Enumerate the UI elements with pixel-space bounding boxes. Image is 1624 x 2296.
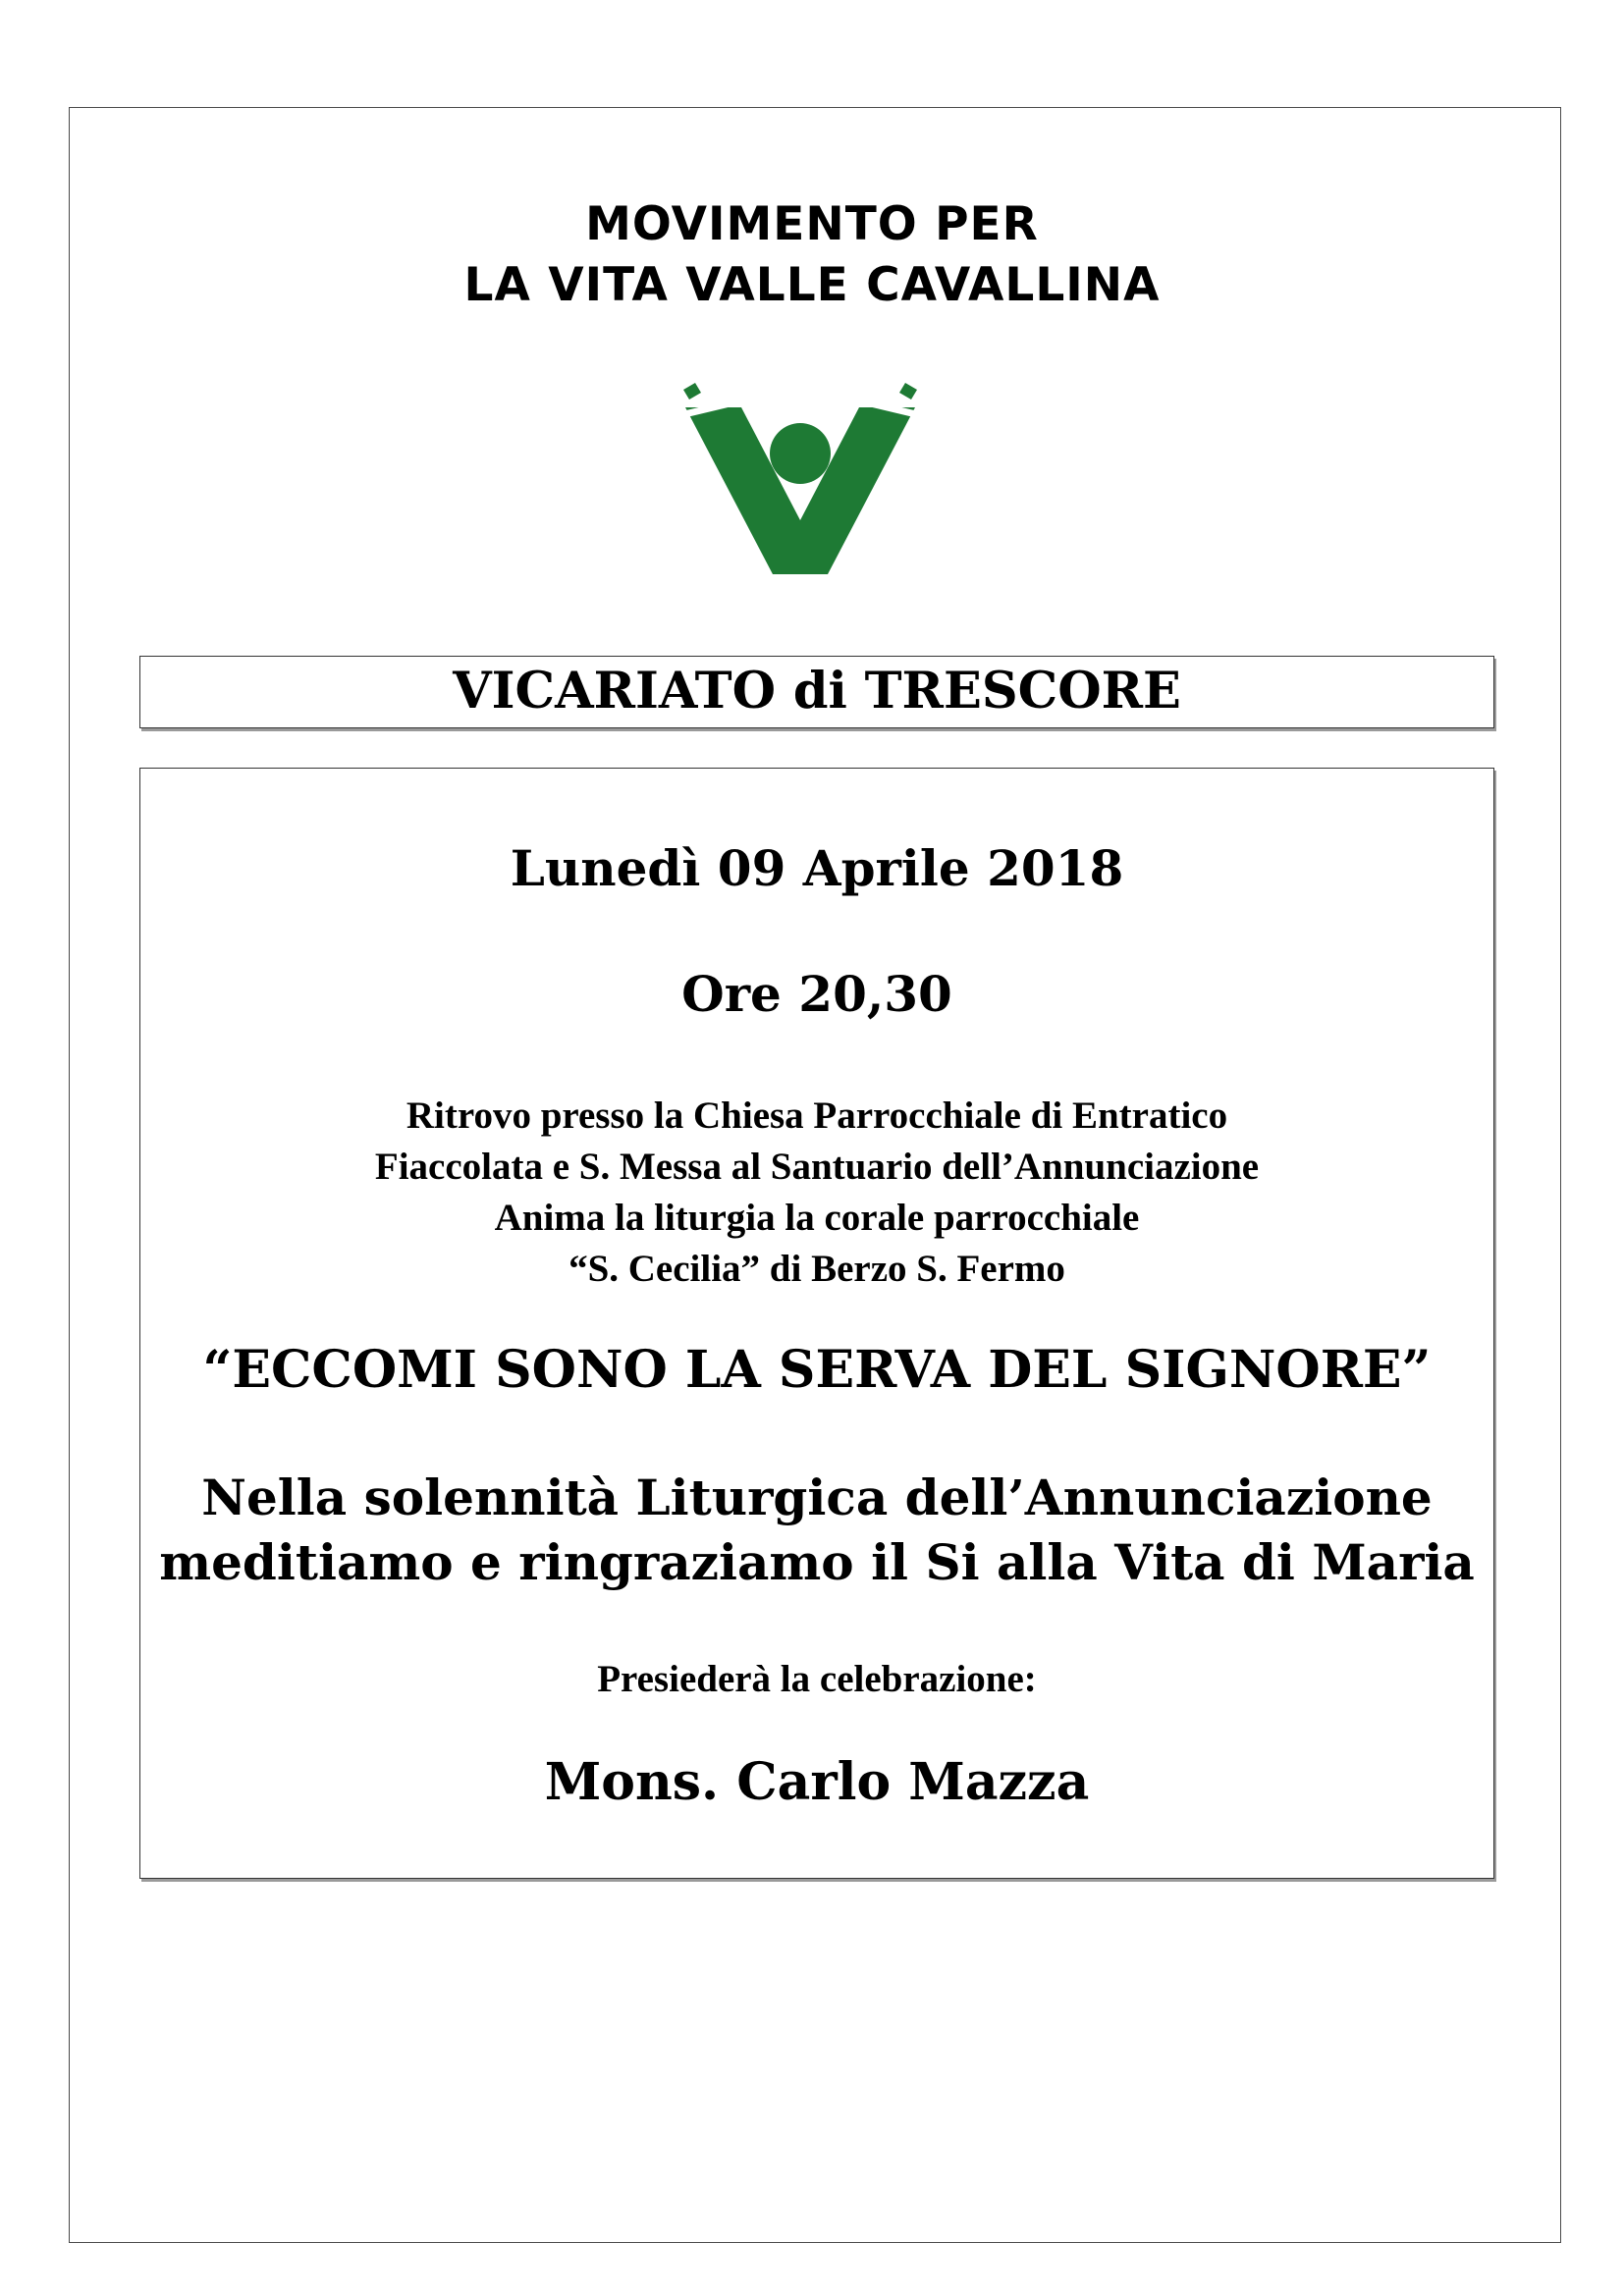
event-details-box [139,768,1494,1879]
event-details [140,1091,1493,1295]
vicariato-banner [139,656,1494,728]
event-date: Lunedì 09 Aprile 2018 [510,839,1124,897]
reflection-line2: meditiamo e ringraziamo il Si alla Vita di Maria [159,1533,1475,1591]
event-motto: “ECCOMI SONO LA SERVA DEL SIGNORE” [202,1340,1432,1400]
reflection-line1: Nella solennità Liturgica dell’Annunciazione [201,1468,1433,1526]
detail-line: Ritrovo presso la Chiesa Parrocchiale di Entratico [406,1095,1228,1137]
movimento-per-la-vita-logo-icon [648,373,952,589]
organization-title-line2: LA VITA VALLE CAVALLINA [463,258,1161,312]
vicariato-title: VICARIATO di TRESCORE [453,662,1181,721]
organization-title [0,194,1624,316]
organization-title-line1: MOVIMENTO PER [585,197,1039,251]
detail-line: “S. Cecilia” di Berzo S. Fermo [568,1248,1065,1290]
event-time: Ore 20,30 [681,965,952,1023]
detail-line: Anima la liturgia la corale parrocchiale [494,1197,1140,1239]
presider-label: Presiederà la celebrazione: [597,1658,1037,1700]
detail-line: Fiaccolata e S. Messa al Santuario dell’Annunciazione [374,1146,1260,1188]
event-reflection [140,1466,1493,1595]
presider-name: Mons. Carlo Mazza [544,1752,1090,1812]
